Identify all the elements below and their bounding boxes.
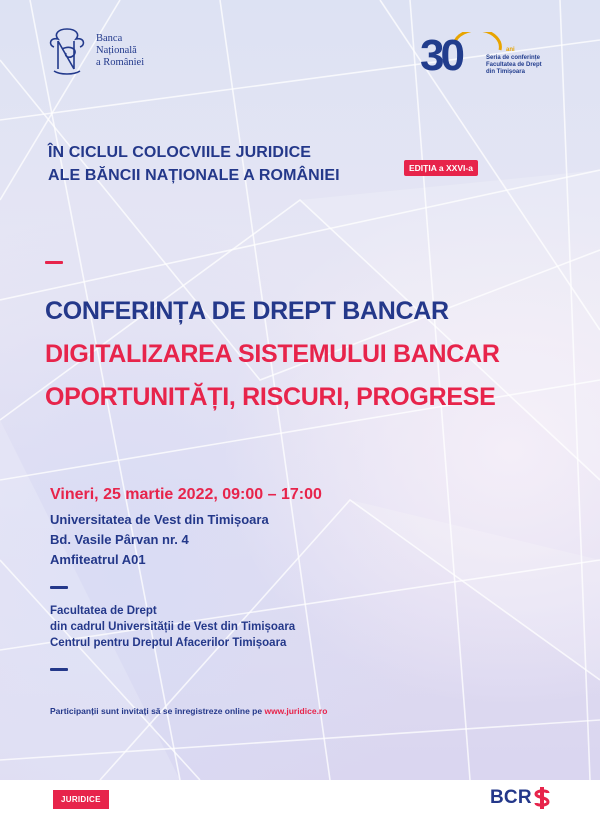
anniversary-caption-line-2: Facultatea de Drept (486, 62, 542, 68)
anniversary-caption-line-3: din Timișoara (486, 69, 525, 75)
blue-divider-1 (50, 586, 68, 589)
series-intro (48, 141, 340, 187)
edition-badge: EDIȚIA a XXVI-a (404, 160, 478, 176)
event-venue (50, 510, 322, 570)
juridice-logo: JURIDICE (53, 790, 109, 809)
bcr-symbol-icon (533, 787, 551, 809)
organizer-line-3: Centrul pentru Dreptul Afacerilor Timișoara (50, 637, 287, 649)
registration-text: Participanții sunt invitați să se înregistreze online pe (50, 706, 265, 716)
bnr-line-2: Națională (96, 45, 137, 56)
bnr-monogram-icon (44, 25, 90, 77)
bnr-line-1: Banca (96, 33, 123, 44)
venue-line-1: Universitatea de Vest din Timișoara (50, 512, 269, 527)
event-details (50, 486, 322, 570)
organizer-line-2: din cadrul Universității de Vest din Timișoara (50, 621, 296, 633)
bnr-wordmark (96, 33, 144, 69)
intro-line-2: ALE BĂNCII NAȚIONALE A ROMÂNIEI (48, 167, 340, 184)
title-line-2: DIGITALIZAREA SISTEMULUI BANCAR (45, 340, 500, 368)
title-line-1: CONFERINȚA DE DREPT BANCAR (45, 297, 449, 325)
registration-link[interactable]: www.juridice.ro (264, 706, 328, 716)
organizers (50, 603, 295, 651)
bnr-line-3: a României (96, 57, 145, 68)
bcr-logo: BCR (490, 787, 532, 808)
bnr-logo (44, 22, 174, 80)
anniversary-caption (486, 55, 542, 76)
sponsor-footer (0, 780, 600, 820)
venue-line-2: Bd. Vasile Pârvan nr. 4 (50, 532, 189, 547)
anniversary-ani: ani (506, 47, 515, 53)
anniversary-logo (420, 32, 550, 86)
organizer-line-1: Facultatea de Drept (50, 605, 157, 617)
anniversary-caption-line-1: Seria de conferințe (486, 55, 541, 61)
venue-line-3: Amfiteatrul A01 (50, 552, 146, 567)
red-divider (45, 261, 63, 264)
registration-note (50, 706, 327, 716)
anniversary-number: 30 (420, 31, 461, 80)
intro-line-1: ÎN CICLUL COLOCVIILE JURIDICE (48, 144, 312, 161)
blue-divider-2 (50, 668, 68, 671)
title-line-3: OPORTUNITĂȚI, RISCURI, PROGRESE (45, 383, 496, 411)
event-date: Vineri, 25 martie 2022, 09:00 – 17:00 (50, 486, 322, 503)
conference-title (45, 290, 500, 419)
